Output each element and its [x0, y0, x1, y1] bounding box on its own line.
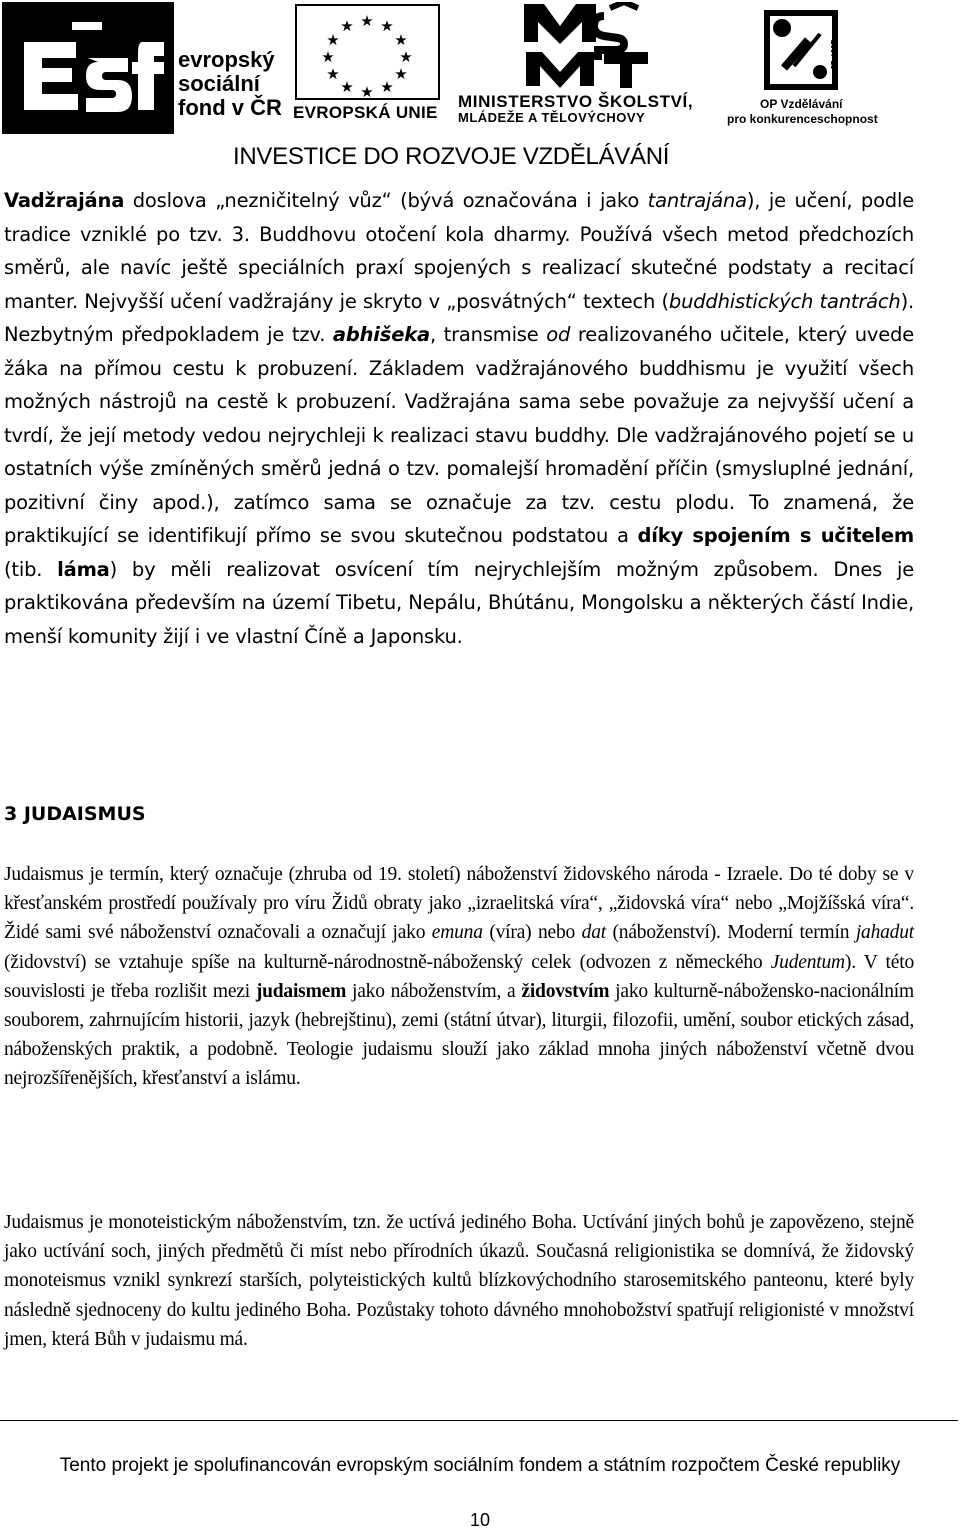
- term-judaismem: judaismem: [255, 980, 347, 1002]
- term-emuna: emuna: [431, 922, 483, 944]
- text-run: doslova „nezničitelný vůz“ (bývá označována i jako: [124, 189, 648, 212]
- section-heading: 3 JUDAISMUS: [4, 803, 146, 825]
- judaism-definition-section: [4, 860, 914, 1094]
- term-judentum: Judentum: [770, 951, 845, 973]
- text-run: jako kulturně-nábožensko-nacionálním souborem, zahrnujícím historii, jazyk (hebrejštinu), zemi (státní útvar), liturgii, filozofii, umění, soubor etických zásad, náboženských praktik, a podobně. Teologie judaismu slouží jako základ mnoha jiných náboženství včetně dvou nejrozšířenějších, křesťanství a islámu.: [4, 980, 914, 1090]
- page-number: 10: [469, 1510, 491, 1530]
- svg-text:★: ★: [360, 12, 374, 30]
- svg-text:★: ★: [360, 83, 374, 100]
- text-run: , transmise: [429, 323, 547, 346]
- esf-wordmark: [178, 48, 282, 120]
- text-run: (tib.: [4, 557, 58, 581]
- term-tantry: buddhistických tantrách: [668, 289, 901, 313]
- msmt-logo-icon: [520, 2, 650, 90]
- svg-text:★: ★: [394, 31, 408, 49]
- op-logo-icon: [764, 10, 838, 90]
- text-run: (náboženství). Moderní termín: [605, 922, 856, 944]
- term-spojeni: díky spojením s učitelem: [637, 524, 914, 547]
- investment-banner: INVESTICE DO ROZVOJE VZDĚLÁVÁNÍ: [233, 143, 670, 170]
- ministry-line-1: MINISTERSTVO ŠKOLSTVÍ,: [458, 92, 694, 111]
- judaism-paragraph-2: Judaismus je monoteistickým náboženstvím, tzn. že uctívá jediného Boha. Uctívání jiných bohů je zapovězeno, stejně jako uctívání soch, jiných předmětů či míst nebo přírodních úkazů. Současná religionistika se domnívá, že židovský monoteismus vznikl synkrezí starších, polyteistických kultů blízkovýchodního starosemitského panteonu, které byly následně sjednoceny do kultu jediného Boha. Pozůstaky tohoto dávného mnohobožství spatřují religionisté v množství jmen, která Bůh v judaismu má.: [4, 1212, 914, 1350]
- esf-logo-icon: [2, 2, 174, 134]
- vadzrajana-section: [4, 184, 914, 653]
- judaism-monotheism-section: [4, 1208, 914, 1354]
- term-lama: láma: [57, 557, 110, 581]
- text-run: ). Nezbytným předpokladem je tzv.: [4, 289, 914, 346]
- esf-word-1: evropský: [178, 47, 275, 72]
- svg-text:★: ★: [321, 48, 335, 66]
- op-years: 2007-13: [829, 40, 838, 70]
- eu-label: EVROPSKÁ UNIE: [293, 103, 438, 122]
- text-run: ), je učení, podle tradice vzniklé po tzv. 3. Buddhovu otočení kola dharmy. Používá všech metod předchozích směrů, ale navíc ještě speciálních praxí spojených s realizací skutečné podstaty a recitací manter. Nejvyšší učení vadžrajány je skryto v „posvátných“ textech (: [4, 189, 914, 313]
- svg-text:★: ★: [394, 65, 408, 83]
- text-run: ) by měli realizovat osvícení tím nejrychlejším možným způsobem. Dnes je praktikována především na území Tibetu, Nepálu, Bhútánu, Mongolsku a některých částí Indie, menší komunity žijí i ve vlastní Číně a Japonsku.: [4, 557, 914, 648]
- term-tantrajana: tantrajána: [647, 189, 747, 212]
- logo-header: [0, 0, 960, 175]
- op-line-1: OP Vzdělávání: [760, 97, 843, 111]
- esf-word-3: fond v ČR: [178, 95, 282, 120]
- ministry-line-2: MLÁDEŽE A TĚLOVÝCHOVY: [458, 110, 646, 125]
- text-run: (židovství) se vztahuje spíše na kulturně-národnostně-náboženský celek (odvozen z německého: [4, 951, 771, 973]
- text-run: ). V této souvislosti je třeba rozlišit mezi: [4, 951, 914, 1002]
- judaism-paragraph-1: [4, 860, 914, 1094]
- term-dat: dat: [581, 922, 606, 944]
- term-abhiseka: abhišeka: [332, 323, 430, 346]
- term-zidovstvim: židovstvím: [521, 980, 610, 1002]
- svg-text:★: ★: [380, 78, 394, 96]
- svg-text:★: ★: [326, 31, 340, 49]
- term-vadzrajana: Vadžrajána: [4, 189, 125, 212]
- term-jahadut: jahadut: [855, 922, 914, 944]
- text-run: Judaismus je termín, který označuje (zhruba od 19. století) náboženství židovského národa - Izraele. Do té doby se v křesťanském prostředí používaly pro víru Židů obraty jako „izraelitská víra“, „židovská víra“ nebo „Mojžíšská víra“. Židé sami své náboženství označovali a označují jako: [4, 864, 914, 944]
- text-run: realizovaného učitele, který uvede žáka na přímou cestu k probuzení. Základem vadžrajánového buddhismu je využití všech možných nástrojů na cestě k probuzení. Vadžrajána sama sebe považuje za nejvyšší učení a tvrdí, že její metody vedou nejrychleji k realizaci stavu buddhy. Dle vadžrajánového pojetí se u ostatních výše zmíněných směrů jedná o tzv. pomalejší hromadění příčin (smysluplné jednání, pozitivní činy apod.), zatímco sama se označuje za tzv. cestu plodu. To znamená, že praktikující se identifikují přímo se svou skutečnou podstatou a: [4, 323, 914, 547]
- op-line-2: pro konkurenceschopnost: [727, 112, 878, 126]
- footer-funding-note: Tento projekt je spolufinancován evropským sociálním fondem a státním rozpočtem České republiky: [59, 1455, 901, 1476]
- svg-text:★: ★: [340, 17, 354, 35]
- svg-text:★: ★: [340, 78, 354, 96]
- svg-text:★: ★: [380, 17, 394, 35]
- vadzrajana-paragraph: [4, 184, 914, 653]
- svg-text:★: ★: [326, 65, 340, 83]
- text-run: (víra) nebo: [482, 922, 582, 944]
- footer-divider: [0, 1420, 958, 1421]
- term-od: od: [546, 323, 571, 346]
- svg-text:★: ★: [399, 48, 413, 66]
- text-run: jako náboženstvím, a: [346, 980, 522, 1002]
- esf-word-2: sociální: [178, 71, 260, 96]
- eu-flag-icon: [295, 4, 440, 100]
